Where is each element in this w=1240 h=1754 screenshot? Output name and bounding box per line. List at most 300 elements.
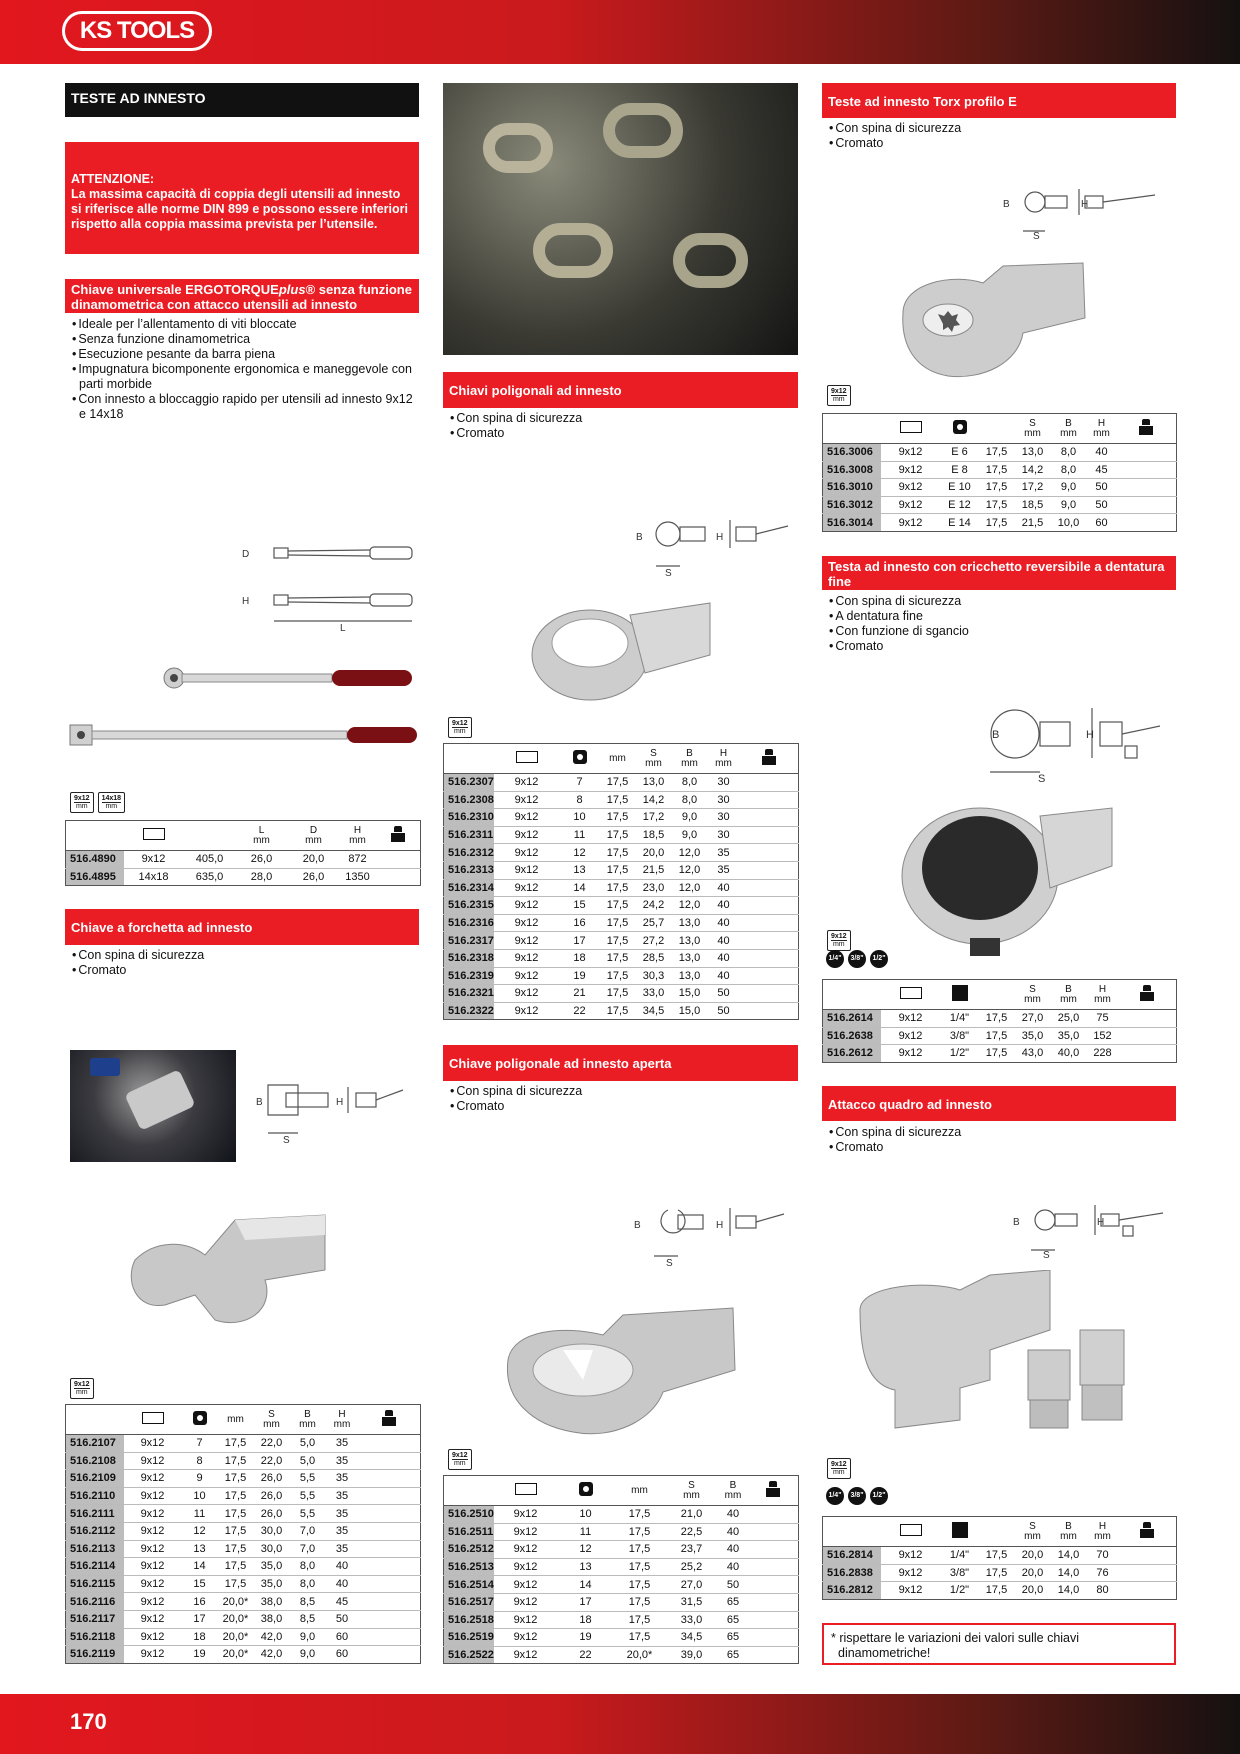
table-header-cell	[749, 1476, 799, 1506]
cricchetto-header: Testa ad innesto con cricchetto reversibile a dentatura fine	[822, 556, 1176, 590]
size-badge: 9x12 mm	[827, 930, 851, 951]
table-cell: 33,0	[666, 1611, 718, 1629]
table-cell: 22	[560, 1002, 600, 1020]
table-header-cell	[290, 1405, 326, 1435]
table-cell: 17,5	[600, 967, 636, 985]
table-cell: 50	[1087, 496, 1117, 514]
aperta-dimension-drawing	[626, 1198, 796, 1268]
table-cell: 9x12	[881, 479, 941, 497]
table-header-cell	[1119, 980, 1177, 1010]
table-cell: 31,5	[666, 1593, 718, 1611]
table-cell: 30,0	[254, 1522, 290, 1540]
table-cell: 7	[560, 774, 600, 792]
size-badge: 9x12 mm	[70, 1378, 94, 1399]
table-row	[823, 514, 1177, 532]
table-cell: 33,0	[636, 985, 672, 1003]
table-cell: 25,7	[636, 914, 672, 932]
drive-badge: 3/8"	[848, 1487, 866, 1505]
table-cell: 5,0	[290, 1452, 326, 1470]
column-label: B mm	[724, 1479, 742, 1501]
column-label: S mm	[1024, 417, 1041, 439]
table-cell: 9x12	[494, 1002, 560, 1020]
table-cell: 35	[708, 844, 740, 862]
table-cell: 9x12	[124, 1522, 182, 1540]
cricchetto-badges	[827, 930, 851, 951]
poligonali-badges	[448, 717, 472, 738]
table-cell: 1/4"	[941, 1547, 979, 1565]
table-cell: 40	[708, 879, 740, 897]
article-code: 516.2513	[444, 1558, 494, 1576]
table-cell-empty	[376, 851, 421, 869]
dim-label-b: B	[1013, 1217, 1020, 1228]
bullet-item: • Con spina di sicurezza	[448, 1084, 798, 1099]
table-cell: 9x12	[494, 932, 560, 950]
table-cell: 35	[326, 1452, 359, 1470]
logo-text: KS TOOLS	[79, 17, 195, 44]
article-code: 516.3012	[823, 496, 881, 514]
table-cell: 17,5	[600, 844, 636, 862]
table-header-cell	[941, 1517, 979, 1547]
table-cell: 17,5	[600, 985, 636, 1003]
table-cell: 17,5	[979, 1010, 1015, 1028]
table-cell: 17	[182, 1610, 218, 1628]
table-cell: 17,5	[979, 479, 1015, 497]
table-cell-empty	[740, 897, 799, 915]
table-cell: 21,5	[1015, 514, 1051, 532]
dim-label-h: H	[1097, 1217, 1105, 1228]
table-cell: 30	[708, 826, 740, 844]
table-cell: 18,5	[1015, 496, 1051, 514]
table-cell: 11	[182, 1505, 218, 1523]
table-cell-empty	[749, 1558, 799, 1576]
article-code: 516.2318	[444, 949, 494, 967]
table-header-cell	[979, 1517, 1015, 1547]
bullet-item: • A dentatura fine	[827, 609, 1177, 624]
table-cell-empty	[359, 1470, 421, 1488]
article-code: 516.2512	[444, 1541, 494, 1559]
table-cell: 40	[1087, 444, 1117, 462]
table-cell: 12,0	[672, 879, 708, 897]
insert-size-icon	[900, 421, 922, 433]
table-cell: 8,0	[1051, 461, 1087, 479]
article-code: 516.2308	[444, 791, 494, 809]
warning-title: ATTENZIONE:	[71, 172, 155, 186]
table-cell: 40	[708, 949, 740, 967]
table-row	[66, 1610, 421, 1628]
table-header-cell	[672, 744, 708, 774]
table-header-cell	[254, 1405, 290, 1435]
table-cell: 35,0	[254, 1558, 290, 1576]
table-cell: 40	[718, 1506, 749, 1524]
torx-dimension-drawing	[995, 175, 1165, 240]
table-cell: 10	[560, 809, 600, 827]
column-label: L mm	[253, 824, 270, 846]
table-header-cell	[614, 1476, 666, 1506]
table-cell-empty	[359, 1558, 421, 1576]
article-code: 516.2312	[444, 844, 494, 862]
table-cell: 9,0	[672, 809, 708, 827]
column-label: mm	[609, 752, 626, 764]
table-cell: 9x12	[494, 985, 560, 1003]
footnote: * rispettare le variazioni dei valori sulle chiavi dinamometriche!	[822, 1623, 1176, 1665]
table-cell: 9x12	[124, 1558, 182, 1576]
table-cell: 43,0	[1015, 1045, 1051, 1063]
table-row	[823, 1010, 1177, 1028]
table-cell-empty	[740, 967, 799, 985]
table-cell: 635,0	[184, 868, 236, 886]
table-header-cell	[359, 1405, 421, 1435]
table-cell: 50	[708, 985, 740, 1003]
column-label: S mm	[683, 1479, 700, 1501]
article-code: 516.2109	[66, 1470, 124, 1488]
table-cell: E 8	[941, 461, 979, 479]
table-row	[66, 1487, 421, 1505]
table-row	[444, 985, 799, 1003]
poligonali-header: Chiavi poligonali ad innesto	[443, 372, 798, 408]
dim-label-h: H	[1081, 199, 1089, 210]
table-header-cell	[600, 744, 636, 774]
ergotorque-badges	[70, 792, 125, 813]
table-row	[823, 496, 1177, 514]
table-cell-empty	[1119, 1010, 1177, 1028]
table-cell: 9,0	[672, 826, 708, 844]
table-cell: 35	[326, 1435, 359, 1453]
table-cell-empty	[749, 1541, 799, 1559]
table-cell: E 6	[941, 444, 979, 462]
table-cell: 20,0	[1015, 1564, 1051, 1582]
table-cell: 18,5	[636, 826, 672, 844]
article-code: 516.2510	[444, 1506, 494, 1524]
table-cell: 15,0	[672, 985, 708, 1003]
table-header-cell	[288, 821, 340, 851]
forchetta-application-photo	[70, 1050, 236, 1162]
table-cell: 9x12	[881, 461, 941, 479]
table-cell: 17,5	[600, 879, 636, 897]
article-code: 516.2108	[66, 1452, 124, 1470]
table-cell-empty	[749, 1576, 799, 1594]
table-header-cell	[979, 980, 1015, 1010]
table-cell-empty	[359, 1610, 421, 1628]
table-cell: 9x12	[494, 1541, 558, 1559]
table-header-cell	[124, 1405, 182, 1435]
table-cell: 17,5	[979, 444, 1015, 462]
table-cell: 20,0	[636, 844, 672, 862]
table-cell: 17,5	[218, 1522, 254, 1540]
poligonali-bullets	[448, 411, 798, 441]
table-cell: 9x12	[494, 1523, 558, 1541]
table-cell: 8	[560, 791, 600, 809]
table-header-cell	[1087, 980, 1119, 1010]
dim-label-s: S	[666, 1258, 673, 1268]
table-cell: 16	[560, 914, 600, 932]
table-cell: 20,0	[1015, 1547, 1051, 1565]
table-cell: 12,0	[672, 861, 708, 879]
socket-size-icon	[953, 420, 967, 434]
table-cell: 40	[708, 932, 740, 950]
article-code: 516.2118	[66, 1628, 124, 1646]
table-cell-empty	[740, 861, 799, 879]
table-cell: 17,5	[979, 1547, 1015, 1565]
table-cell: 40	[708, 897, 740, 915]
table-row	[66, 1435, 421, 1453]
column-label: S mm	[1024, 1520, 1041, 1542]
table-cell: 22,0	[254, 1452, 290, 1470]
table-cell: 26,0	[236, 851, 288, 869]
table-cell: 9x12	[494, 1593, 558, 1611]
table-row	[444, 932, 799, 950]
square-drive-icon	[952, 1522, 968, 1538]
table-row	[444, 861, 799, 879]
table-cell: 16	[182, 1593, 218, 1611]
quadro-dimension-drawing	[995, 1195, 1170, 1260]
table-cell: 9x12	[124, 851, 184, 869]
main-title: TESTE AD INNESTO	[65, 83, 419, 117]
ergotorque-table	[65, 820, 421, 886]
table-row	[444, 809, 799, 827]
column-label: H mm	[715, 747, 732, 769]
table-cell: 10	[558, 1506, 614, 1524]
table-cell-empty	[1117, 479, 1177, 497]
torx-header: Teste ad innesto Torx profilo E	[822, 83, 1176, 118]
table-header-cell	[636, 744, 672, 774]
table-cell: 9x12	[881, 1582, 941, 1600]
table-row	[444, 949, 799, 967]
table-cell: 17,5	[979, 1045, 1015, 1063]
table-header-cell	[708, 744, 740, 774]
table-cell: 9x12	[494, 914, 560, 932]
table-cell: 42,0	[254, 1646, 290, 1664]
table-cell-empty	[740, 949, 799, 967]
table-cell: 39,0	[666, 1646, 718, 1664]
table-cell: 13	[560, 861, 600, 879]
table-cell-empty	[359, 1522, 421, 1540]
dim-label-s: S	[665, 568, 672, 578]
table-cell: 14	[558, 1576, 614, 1594]
table-row	[66, 1540, 421, 1558]
table-cell: 12,0	[672, 844, 708, 862]
table-cell: 13,0	[672, 949, 708, 967]
table-header-cell	[823, 414, 881, 444]
table-cell: 14,0	[1051, 1564, 1087, 1582]
table-cell: 24,2	[636, 897, 672, 915]
column-label: B mm	[1060, 983, 1077, 1005]
table-cell: 9x12	[124, 1575, 182, 1593]
table-cell-empty	[1119, 1027, 1177, 1045]
table-row	[444, 844, 799, 862]
table-cell-empty	[740, 1002, 799, 1020]
table-cell: 17,2	[636, 809, 672, 827]
table-cell-empty	[749, 1506, 799, 1524]
bullet-item: • Con spina di sicurezza	[448, 411, 798, 426]
table-header-cell	[326, 1405, 359, 1435]
table-cell: 1/2"	[941, 1045, 979, 1063]
table-row	[66, 1558, 421, 1576]
table-cell: 9x12	[494, 861, 560, 879]
table-cell-empty	[359, 1540, 421, 1558]
article-code: 516.2314	[444, 879, 494, 897]
table-cell-empty	[359, 1646, 421, 1664]
table-cell: 21,0	[666, 1506, 718, 1524]
size-badge: 9x12 mm	[448, 1449, 472, 1470]
table-cell: 17	[558, 1593, 614, 1611]
table-row	[66, 1505, 421, 1523]
table-cell: 17,5	[979, 1564, 1015, 1582]
table-header-cell	[66, 1405, 124, 1435]
table-cell: 9	[182, 1470, 218, 1488]
table-cell: 18	[558, 1611, 614, 1629]
forchetta-table	[65, 1404, 421, 1664]
table-cell: 13,0	[672, 932, 708, 950]
table-cell: 20,0	[1015, 1582, 1051, 1600]
table-cell: 9x12	[881, 1027, 941, 1045]
table-row	[823, 444, 1177, 462]
table-row	[444, 826, 799, 844]
column-label: H mm	[333, 1408, 351, 1430]
insert-size-icon	[516, 751, 538, 763]
bullet-item: • Con innesto a bloccaggio rapido per utensili ad innesto 9x12 e 14x18	[70, 392, 420, 422]
table-row	[66, 1575, 421, 1593]
table-cell: 14	[560, 879, 600, 897]
table-header-cell	[66, 821, 124, 851]
socket-size-icon	[193, 1411, 207, 1425]
table-cell: 76	[1087, 1564, 1119, 1582]
table-cell: 17,5	[614, 1593, 666, 1611]
torx-bullets	[827, 121, 1177, 151]
size-badge: 9x12 mm	[827, 385, 851, 406]
table-cell-empty	[740, 914, 799, 932]
table-cell: 15	[182, 1575, 218, 1593]
article-code: 516.2612	[823, 1045, 881, 1063]
bottom-bar	[0, 1694, 1240, 1754]
table-header-cell	[124, 821, 184, 851]
table-cell-empty	[359, 1505, 421, 1523]
table-row	[444, 1646, 799, 1664]
table-header-cell	[236, 821, 288, 851]
table-cell: 9x12	[124, 1646, 182, 1664]
table-row	[823, 1045, 1177, 1063]
cricchetto-bullets	[827, 594, 1177, 654]
table-cell: 9x12	[124, 1435, 182, 1453]
article-code: 516.2110	[66, 1487, 124, 1505]
weight-icon	[391, 826, 405, 842]
poligonali-product-image	[530, 595, 720, 720]
table-cell: 30,3	[636, 967, 672, 985]
table-cell: 7	[182, 1435, 218, 1453]
table-cell-empty	[749, 1646, 799, 1664]
table-header-cell	[1051, 414, 1087, 444]
table-row	[66, 1593, 421, 1611]
table-header-cell	[941, 980, 979, 1010]
insert-size-icon	[900, 1524, 922, 1536]
table-cell: 17,5	[614, 1506, 666, 1524]
bullet-item: • Cromato	[448, 1099, 798, 1114]
table-header-cell	[1087, 414, 1117, 444]
table-cell: 20,0*	[218, 1610, 254, 1628]
table-cell-empty	[376, 868, 421, 886]
table-cell: 14	[182, 1558, 218, 1576]
table-cell: 12	[558, 1541, 614, 1559]
column-label: H mm	[349, 824, 366, 846]
table-cell: 14,0	[1051, 1547, 1087, 1565]
table-cell: 9x12	[124, 1452, 182, 1470]
aperta-badges	[448, 1449, 472, 1470]
table-row	[444, 1506, 799, 1524]
table-cell: 65	[718, 1646, 749, 1664]
table-row	[444, 1576, 799, 1594]
table-cell: 9x12	[494, 809, 560, 827]
table-cell: 9,0	[1051, 496, 1087, 514]
table-header-cell	[881, 1517, 941, 1547]
article-code: 516.2316	[444, 914, 494, 932]
table-header-cell	[1015, 414, 1051, 444]
article-code: 516.2322	[444, 1002, 494, 1020]
table-row	[66, 1646, 421, 1664]
table-cell: 17,2	[1015, 479, 1051, 497]
table-cell: 9x12	[881, 444, 941, 462]
quadro-drive-badges	[826, 1487, 888, 1505]
table-cell: 13,0	[1015, 444, 1051, 462]
torx-product-image	[893, 258, 1093, 383]
table-cell: 20,0*	[218, 1593, 254, 1611]
table-cell: 14,0	[1051, 1582, 1087, 1600]
cricchetto-table	[822, 979, 1177, 1063]
table-cell: 8,0	[1051, 444, 1087, 462]
ergotorque-bullets	[70, 317, 420, 422]
drive-badge: 1/4"	[826, 1487, 844, 1505]
table-header-cell	[1051, 1517, 1087, 1547]
table-row	[444, 967, 799, 985]
table-row	[444, 897, 799, 915]
table-cell: 9x12	[494, 1611, 558, 1629]
column-label: B mm	[1060, 417, 1077, 439]
column-label: S mm	[263, 1408, 280, 1430]
article-code: 516.2114	[66, 1558, 124, 1576]
dim-label-b: B	[256, 1097, 263, 1108]
table-cell: 9x12	[494, 879, 560, 897]
table-cell: 21	[560, 985, 600, 1003]
table-cell: 60	[326, 1628, 359, 1646]
table-cell: 405,0	[184, 851, 236, 869]
table-cell: 9x12	[494, 1646, 558, 1664]
table-cell: 21,5	[636, 861, 672, 879]
drive-badge: 3/8"	[848, 950, 866, 968]
table-cell: 17,5	[600, 791, 636, 809]
table-cell: 17,5	[979, 1582, 1015, 1600]
forchetta-bullets	[70, 948, 420, 978]
table-row	[444, 1558, 799, 1576]
table-header-cell	[979, 414, 1015, 444]
table-cell: 14x18	[124, 868, 184, 886]
table-cell: 45	[326, 1593, 359, 1611]
dim-label-h: H	[242, 596, 250, 607]
insert-size-icon	[515, 1483, 537, 1495]
table-cell: 3/8"	[941, 1027, 979, 1045]
table-cell: 30,0	[254, 1540, 290, 1558]
article-code: 516.2117	[66, 1610, 124, 1628]
table-cell: 40	[718, 1541, 749, 1559]
table-cell: 19	[560, 967, 600, 985]
article-code: 516.2321	[444, 985, 494, 1003]
table-cell: 25,2	[666, 1558, 718, 1576]
table-cell: 40	[326, 1575, 359, 1593]
table-header-cell	[740, 744, 799, 774]
table-header-cell	[718, 1476, 749, 1506]
table-cell: 9x12	[494, 1506, 558, 1524]
table-cell: 9x12	[124, 1540, 182, 1558]
ergotorque-small-image	[160, 663, 420, 693]
article-code: 516.3008	[823, 461, 881, 479]
weight-icon	[1139, 419, 1153, 435]
